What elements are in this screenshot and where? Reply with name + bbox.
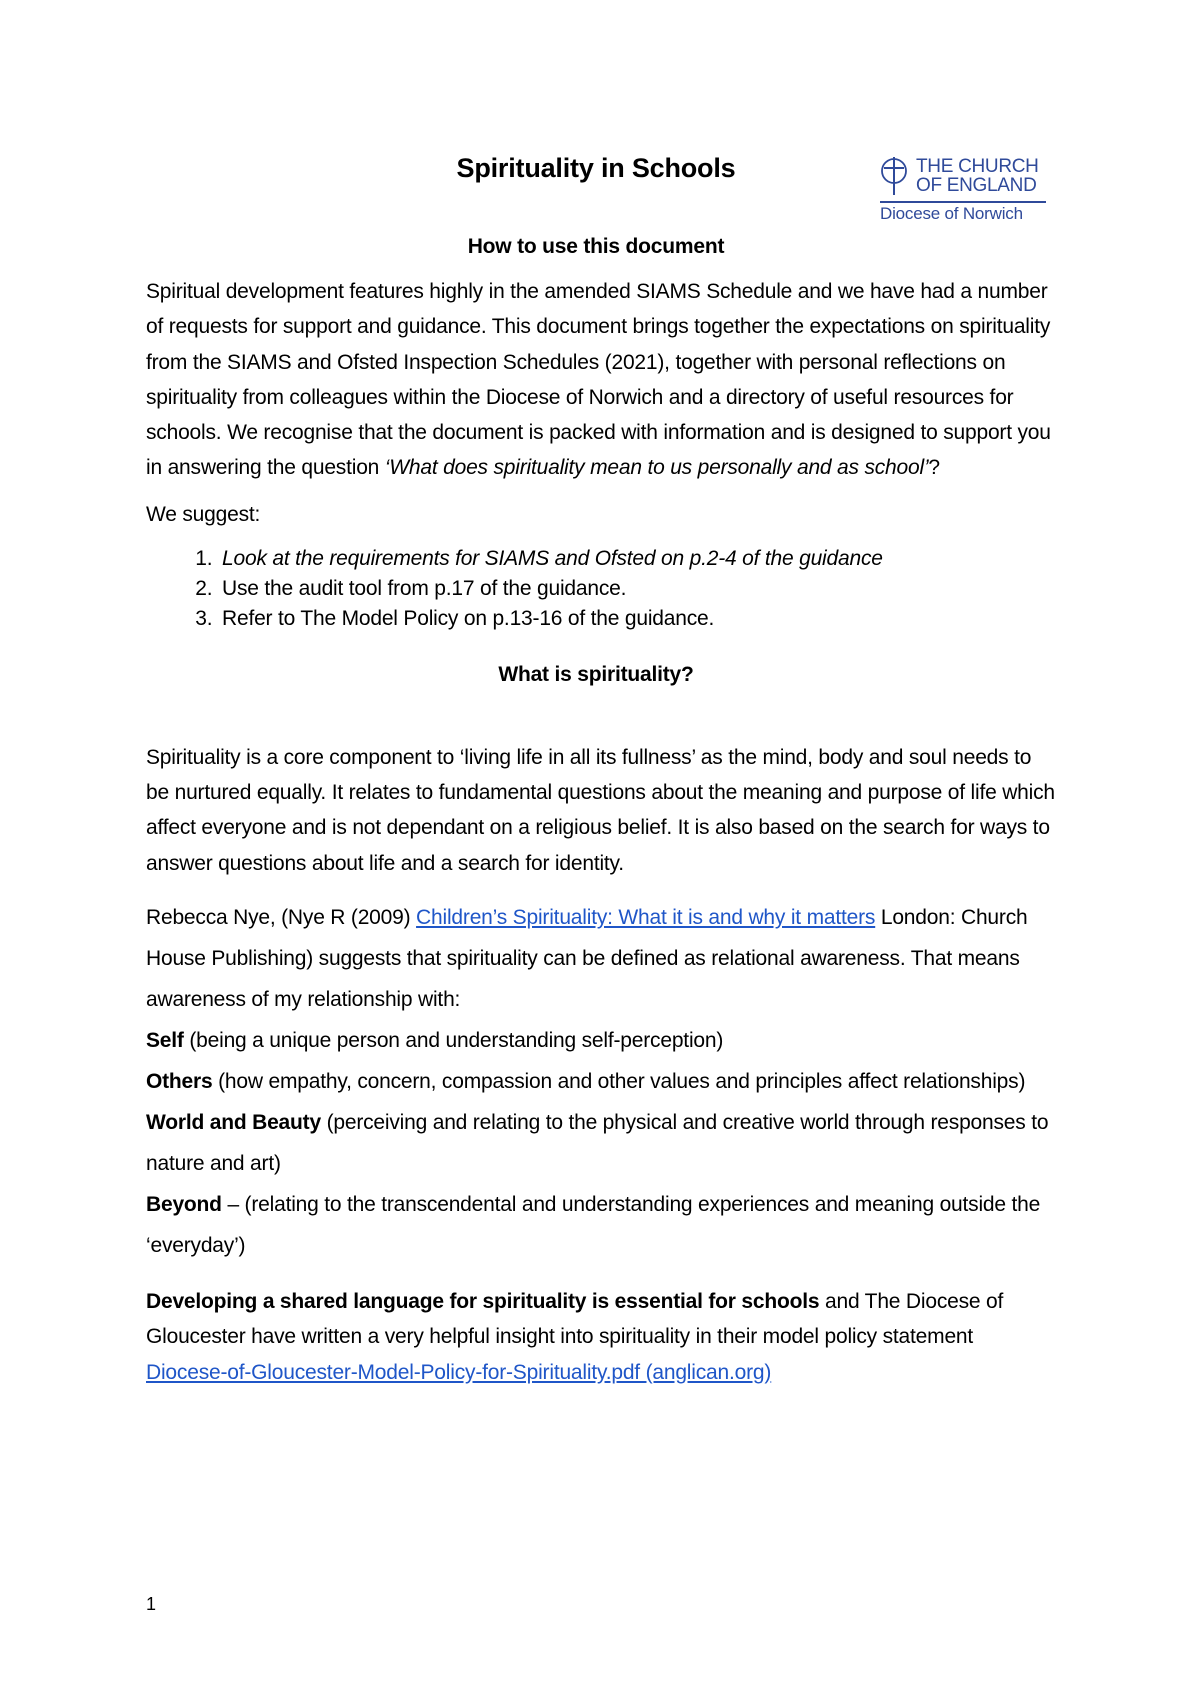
logo-text-line1: THE CHURCH <box>916 156 1039 177</box>
relation-item <box>146 1061 1056 1102</box>
relation-term: Others <box>146 1069 213 1093</box>
suggestion-list <box>146 544 1056 634</box>
list-item-text: Refer to The Model Policy on p.13-16 of the guidance. <box>222 606 715 630</box>
relation-desc: (being a unique person and understanding self-perception) <box>183 1028 724 1052</box>
intro-paragraph <box>146 274 1056 486</box>
intro-text: Spiritual development features highly in the amended SIAMS Schedule and we have had a number of requests for support and guidance. This document brings together the expectations on spirituality from the SIAMS and Ofsted Inspection Schedules (2021), together with personal reflections on spirituality from colleagues within the Diocese of Norwich and a directory of useful resources for schools. We recognise that the document is packed with information and is designed to support you in answering the question <box>146 280 1051 480</box>
relation-desc: – (relating to the transcendental and understanding experiences and meaning outside the ‘everyday’) <box>146 1192 1041 1257</box>
relation-item <box>146 1184 1056 1266</box>
list-item-text: Look at the requirements for SIAMS and Ofsted on p.2-4 of the guidance <box>222 546 883 570</box>
list-item <box>218 574 1056 604</box>
intro-question: ‘What does spirituality mean to us personally and as school’ <box>384 456 929 480</box>
relation-item <box>146 1020 1056 1061</box>
logo-text-line2: OF ENGLAND <box>916 175 1037 196</box>
shared-language-text: and The Diocese of Gloucester have written a very helpful insight into spirituality in their model policy statement <box>146 1289 1004 1349</box>
relation-item <box>146 1102 1056 1184</box>
list-item <box>218 604 1056 634</box>
document-title: Spirituality in Schools <box>456 153 736 183</box>
nye-prefix: Rebecca Nye, (Nye R (2009) <box>146 905 417 929</box>
spirituality-paragraph: Spirituality is a core component to ‘living life in all its fullness’ as the mind, body and soul needs to be nurtured equally. It relates to fundamental questions about the meaning and purpose of life which affect everyone and is not dependant on a religious belief. It is also based on the search for ways to answer questions about life and a search for identity. <box>146 745 1055 875</box>
relation-term: Beyond <box>146 1192 222 1216</box>
list-item <box>218 544 1056 574</box>
gloucester-policy-link[interactable]: Diocese-of-Gloucester-Model-Policy-for-Spirituality.pdf (anglican.org) <box>146 1360 772 1384</box>
page-number: 1 <box>146 1594 157 1614</box>
intro-end: ? <box>928 456 940 480</box>
relation-desc: (perceiving and relating to the physical and creative world through responses to nature and art) <box>146 1110 1049 1175</box>
relation-desc: (how empathy, concern, compassion and other values and principles affect relationships) <box>212 1069 1026 1093</box>
logo-diocese-text: Diocese of Norwich <box>880 204 1023 223</box>
shared-language-paragraph <box>146 1284 1056 1390</box>
relation-term: World and Beauty <box>146 1110 321 1134</box>
suggest-label: We suggest: <box>146 502 261 526</box>
section-heading-what-is-spirituality: What is spirituality? <box>498 662 694 686</box>
nye-book-link[interactable]: Children’s Spirituality: What it is and why it matters <box>416 905 876 929</box>
relation-term: Self <box>146 1028 184 1052</box>
shared-language-bold: Developing a shared language for spirituality is essential for schools <box>146 1289 820 1313</box>
document-body <box>146 150 1056 1390</box>
section-heading-how-to-use: How to use this document <box>467 235 725 258</box>
list-item-text: Use the audit tool from p.17 of the guidance. <box>222 576 627 600</box>
nye-paragraph <box>146 897 1056 1020</box>
nye-suffix: London: Church House Publishing) suggests that spirituality can be defined as relational awareness. That means awareness of my relationship with: <box>146 905 1028 1011</box>
